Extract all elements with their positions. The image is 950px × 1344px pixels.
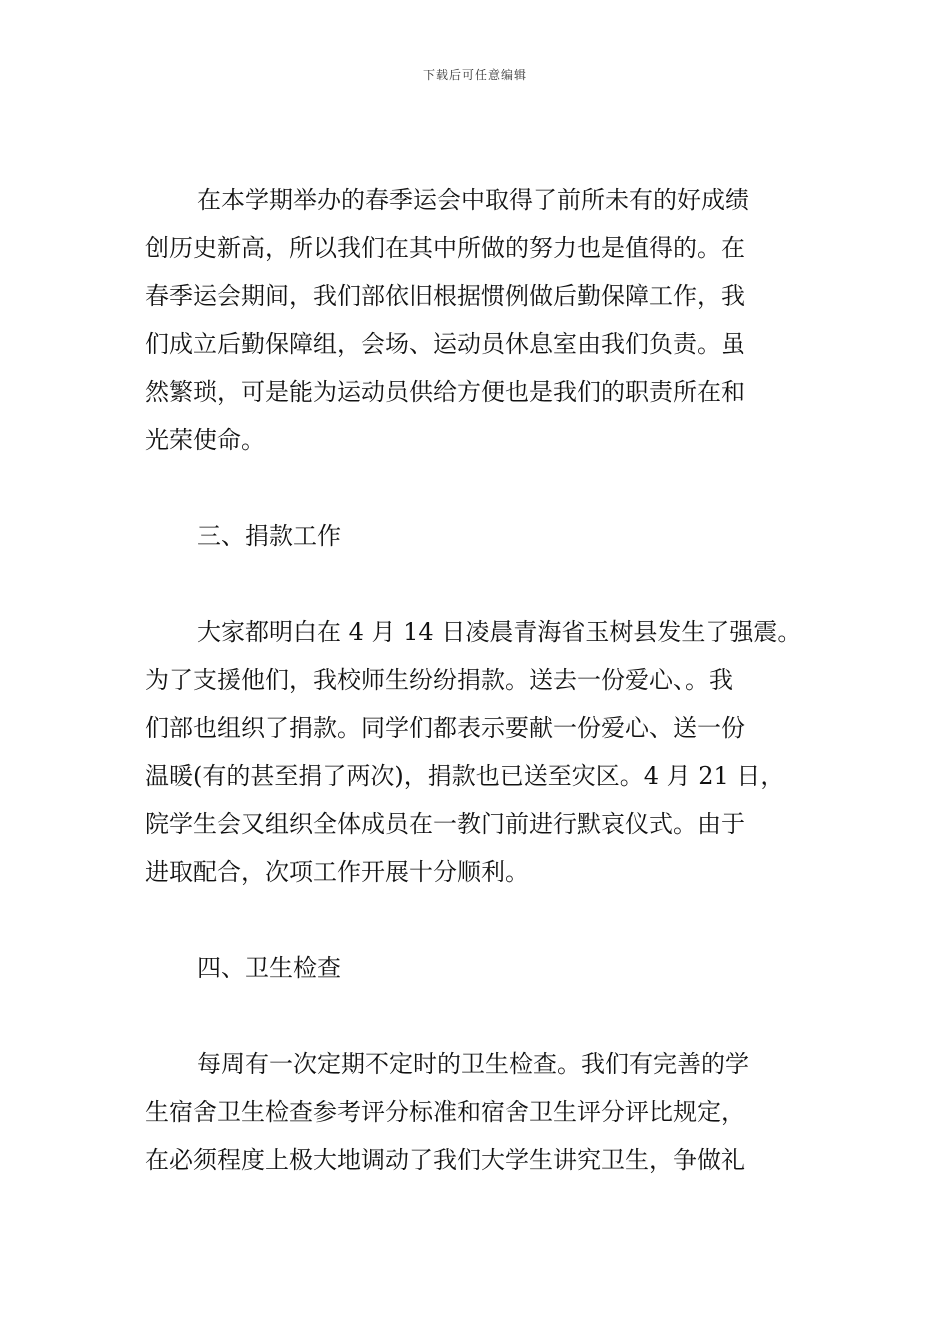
page-header: 下载后可任意编辑	[422, 68, 527, 82]
paragraph-spacer	[145, 468, 815, 516]
text-line: 为了支援他们，我校师生纷纷捐款。送去一份爱心、。我	[145, 666, 733, 694]
paragraph-donation	[145, 612, 815, 900]
document-body	[145, 180, 815, 1188]
text-line: 春季运会期间，我们部依旧根据惯例做后勤保障工作，我	[145, 282, 745, 310]
paragraph-spacer	[145, 900, 815, 948]
section-heading-donation	[145, 516, 815, 564]
text-line: 们部也组织了捐款。同学们都表示要献一份爱心、送一份	[145, 714, 745, 742]
paragraph-spacer	[145, 564, 815, 612]
paragraph-sports-meet	[145, 180, 815, 468]
text-line: 们成立后勤保障组，会场、运动员休息室由我们负责。虽	[145, 330, 745, 358]
text-line: 创历史新高，所以我们在其中所做的努力也是值得的。在	[145, 234, 745, 262]
paragraph-spacer	[145, 996, 815, 1044]
section-heading: 四、卫生检查	[197, 954, 341, 982]
text-line: 每周有一次定期不定时的卫生检查。我们有完善的学	[197, 1050, 749, 1078]
text-line: 生宿舍卫生检查参考评分标准和宿舍卫生评分评比规定，	[145, 1098, 745, 1126]
section-heading: 三、捐款工作	[197, 522, 341, 550]
section-heading-hygiene	[145, 948, 815, 996]
text-line: 然繁琐，可是能为运动员供给方便也是我们的职责所在和	[145, 378, 745, 406]
text-line: 院学生会又组织全体成员在一教门前进行默哀仪式。由于	[145, 810, 745, 838]
text-line: 在必须程度上极大地调动了我们大学生讲究卫生，争做礼	[145, 1146, 745, 1174]
text-line: 大家都明白在 4 月 14 日凌晨青海省玉树县发生了强震。	[197, 618, 802, 646]
text-line: 温暖(有的甚至捐了两次)，捐款也已送至灾区。4 月 21 日，	[145, 762, 785, 790]
paragraph-hygiene	[145, 1044, 815, 1188]
text-line: 在本学期举办的春季运会中取得了前所未有的好成绩	[197, 186, 749, 214]
text-line: 进取配合，次项工作开展十分顺利。	[145, 858, 529, 886]
text-line: 光荣使命。	[145, 426, 265, 454]
